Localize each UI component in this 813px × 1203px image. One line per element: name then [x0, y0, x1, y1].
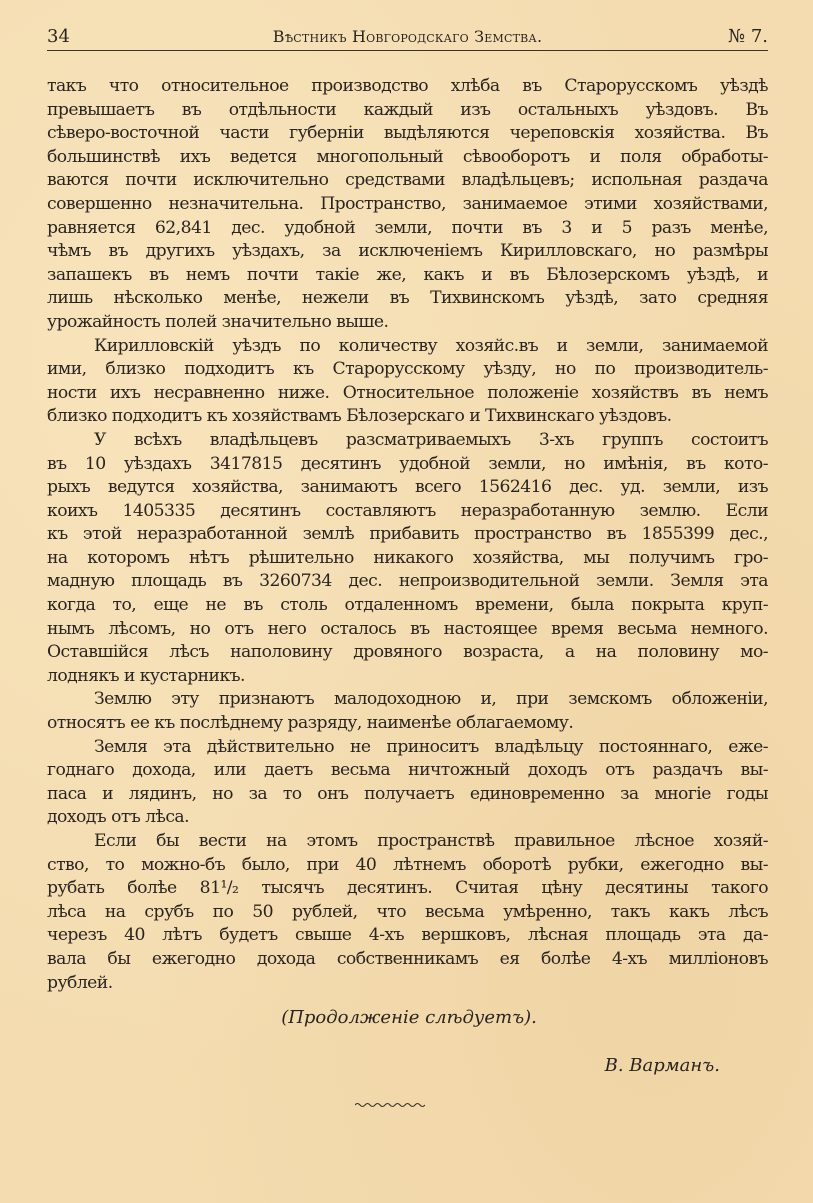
text-line: урожайность полей значительно выше.: [47, 311, 389, 332]
text-line: такъ что относительное производство хлѣба въ Старорусскомъ уѣздѣ: [47, 76, 768, 96]
text-line: рубать болѣе 81¹/₂ тысячъ десятинъ. Считая цѣну десятины такого: [47, 878, 768, 899]
text-line: доходъ отъ лѣса.: [47, 807, 190, 828]
text-line: Если бы вести на этомъ пространствѣ правильное лѣсное хозяй-: [94, 831, 768, 851]
text-line: Оставшійся лѣсъ наполовину дровяного возраста, а на половину мо-: [47, 642, 768, 663]
text-line: въ 10 уѣздахъ 3417815 десятинъ удобной земли, но имѣнія, въ кото-: [47, 453, 768, 474]
text-line: ваются почти исключительно средствами владѣльцевъ; испольная раздача: [47, 170, 768, 191]
text-line: совершенно незначительна. Пространство, занимаемое этими хозяйствами,: [47, 193, 768, 214]
text-line: коихъ 1405335 десятинъ составляютъ неразработанную землю. Если: [47, 500, 768, 521]
continuation-note: (Продолженіе слѣдуетъ).: [281, 1007, 537, 1028]
text-line: черезъ 40 лѣтъ будетъ свыше 4-хъ вершковъ, лѣсная площадь эта да-: [47, 925, 768, 946]
text-line: годнаго дохода, или даетъ весьма ничтожный доходъ отъ раздачъ вы-: [47, 760, 768, 781]
text-line: Землю эту признаютъ малодоходною и, при земскомъ обложеніи,: [94, 689, 768, 710]
text-line: близко подходитъ къ хозяйствамъ Бѣлозерскаго и Тихвинскаго уѣздовъ.: [47, 406, 672, 427]
text-line: ство, то можно-бъ было, при 40 лѣтнемъ оборотѣ рубки, ежегодно вы-: [47, 854, 768, 875]
text-line: Земля эта дѣйствительно не приноситъ владѣльцу постояннаго, еже-: [94, 736, 768, 757]
text-line: Кирилловскій уѣздъ по количеству хозяйс.въ и земли, занимаемой: [94, 335, 768, 356]
text-line: вала бы ежегодно дохода собственникамъ ея болѣе 4-хъ милліоновъ: [47, 948, 768, 969]
text-line: чѣмъ въ другихъ уѣздахъ, за исключеніемъ Кирилловскаго, но размѣры: [47, 241, 768, 262]
page-number: 34: [47, 26, 70, 47]
text-line: ими, близко подходитъ къ Старорусскому уѣзду, но по производитель-: [47, 359, 768, 380]
text-line: большинствѣ ихъ ведется многопольный сѣвооборотъ и поля обработы-: [47, 146, 768, 167]
text-line: У всѣхъ владѣльцевъ разсматриваемыхъ 3-хъ группъ состоитъ: [94, 429, 768, 450]
text-line: сѣверо-восточной части губерніи выдѣляются череповскія хозяйства. Въ: [47, 123, 768, 144]
text-line: лоднякъ и кустарникъ.: [47, 665, 245, 686]
header-rule: [47, 50, 768, 51]
text-line: нымъ лѣсомъ, но отъ него осталось въ настоящее время весьма немного.: [47, 618, 768, 639]
wavy-rule-ornament: [355, 1101, 425, 1109]
text-line: превышаетъ въ отдѣльности каждый изъ остальныхъ уѣздовъ. Въ: [47, 99, 768, 120]
text-line: относятъ ее къ послѣднему разряду, наименѣе облагаемому.: [47, 713, 574, 734]
text-line: мадную площадь въ 3260734 дес. непроизводительной земли. Земля эта: [47, 571, 768, 592]
journal-title: Вѣстникъ Новгородскаго Земства.: [272, 27, 543, 46]
text-line: ности ихъ несравненно ниже. Относительное положеніе хозяйствъ въ немъ: [47, 382, 768, 403]
text-line: рыхъ ведутся хозяйства, занимаютъ всего 1562416 дес. уд. земли, изъ: [47, 477, 768, 498]
page-header: [47, 26, 768, 50]
text-line: когда то, еще не въ столь отдаленномъ времени, была покрыта круп-: [47, 595, 768, 616]
text-line: лѣса на срубъ по 50 рублей, что весьма умѣренно, такъ какъ лѣсъ: [47, 901, 768, 922]
text-line: на которомъ нѣтъ рѣшительно никакого хозяйства, мы получимъ гро-: [47, 547, 768, 568]
text-line: равняется 62,841 дес. удобной земли, почти въ 3 и 5 разъ менѣе,: [47, 217, 768, 238]
text-line: паса и лядинъ, но за то онъ получаетъ единовременно за многіе годы: [47, 783, 768, 804]
wavy-line: [355, 1104, 425, 1107]
text-line: рублей.: [47, 972, 113, 993]
text-line: лишь нѣсколько менѣе, нежели въ Тихвинскомъ уѣздѣ, зато средняя: [47, 288, 768, 309]
issue-number: № 7.: [728, 26, 768, 47]
text-line: къ этой неразработанной землѣ прибавить пространство въ 1855399 дес.,: [47, 524, 768, 545]
author-signature: В. Варманъ.: [604, 1055, 720, 1076]
text-line: запашекъ въ немъ почти такіе же, какъ и въ Бѣлозерскомъ уѣздѣ, и: [47, 264, 768, 285]
article-body: [47, 75, 768, 995]
